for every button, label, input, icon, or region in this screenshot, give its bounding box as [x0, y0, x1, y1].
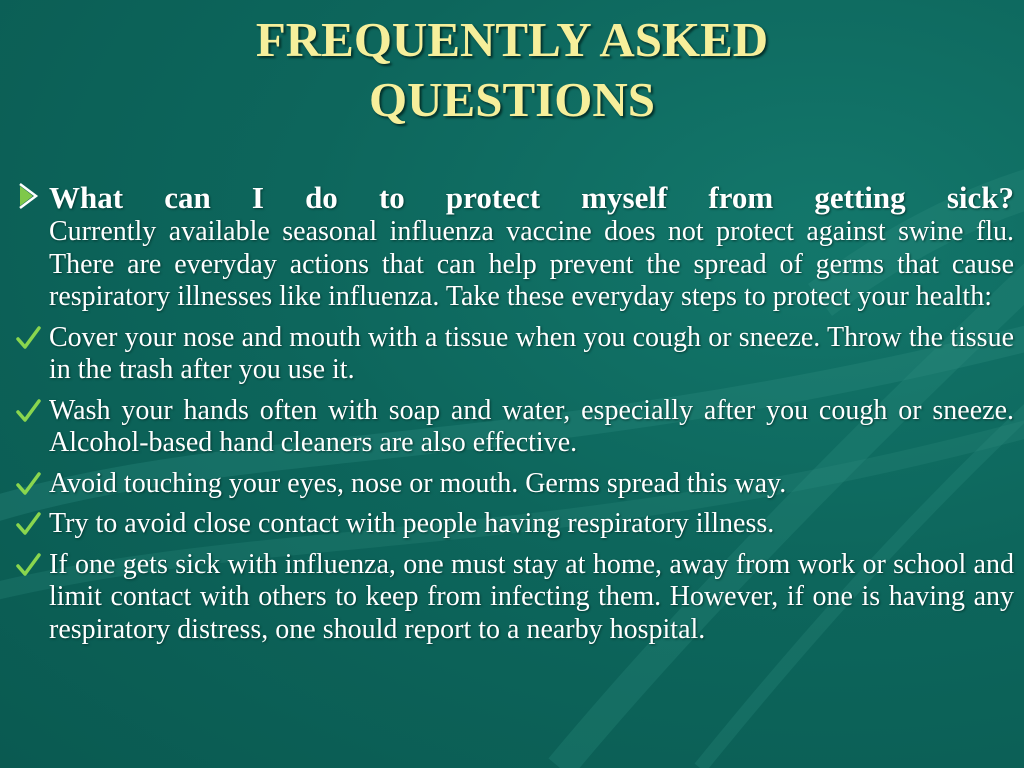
tip-text: Avoid touching your eyes, nose or mouth. Germs spread this way. — [49, 467, 787, 499]
title-line-1: FREQUENTLY ASKED — [255, 12, 769, 67]
slide-body — [10, 180, 1014, 654]
slide-title — [0, 10, 1024, 130]
question-item — [10, 180, 1014, 314]
tip-item — [10, 468, 1014, 501]
tip-item — [10, 395, 1014, 460]
checkmark-icon — [12, 508, 46, 540]
intro-text: Currently available seasonal influenza vaccine does not protect against swine flu. There are everyday actions that can help prevent the spread of germs that cause respiratory illnesses like influenza. Take these everyday steps to protect your health: — [49, 216, 1014, 312]
tip-text: If one gets sick with influenza, one must stay at home, away from work or school and limit contact with others to keep from infecting them. However, if one is having any respiratory distress, one should report to a nearby hospital. — [49, 548, 1014, 645]
tip-item — [10, 322, 1014, 387]
tip-item — [10, 508, 1014, 541]
checkmark-icon — [12, 468, 46, 500]
checkmark-icon — [12, 322, 46, 354]
tip-text: Wash your hands often with soap and water, especially after you cough or sneeze. Alcohol-based hand cleaners are also effective. — [49, 394, 1014, 458]
checkmark-icon — [12, 395, 46, 427]
arrow-bullet-icon — [12, 180, 46, 212]
tip-text: Try to avoid close contact with people having respiratory illness. — [49, 508, 775, 539]
title-line-2: QUESTIONS — [369, 72, 655, 127]
question-text: What can I do to protect myself from getting sick? — [49, 180, 1014, 215]
tip-text: Cover your nose and mouth with a tissue when you cough or sneeze. Throw the tissue in the trash after you use it. — [49, 321, 1014, 385]
checkmark-icon — [12, 549, 46, 581]
tip-item — [10, 549, 1014, 647]
